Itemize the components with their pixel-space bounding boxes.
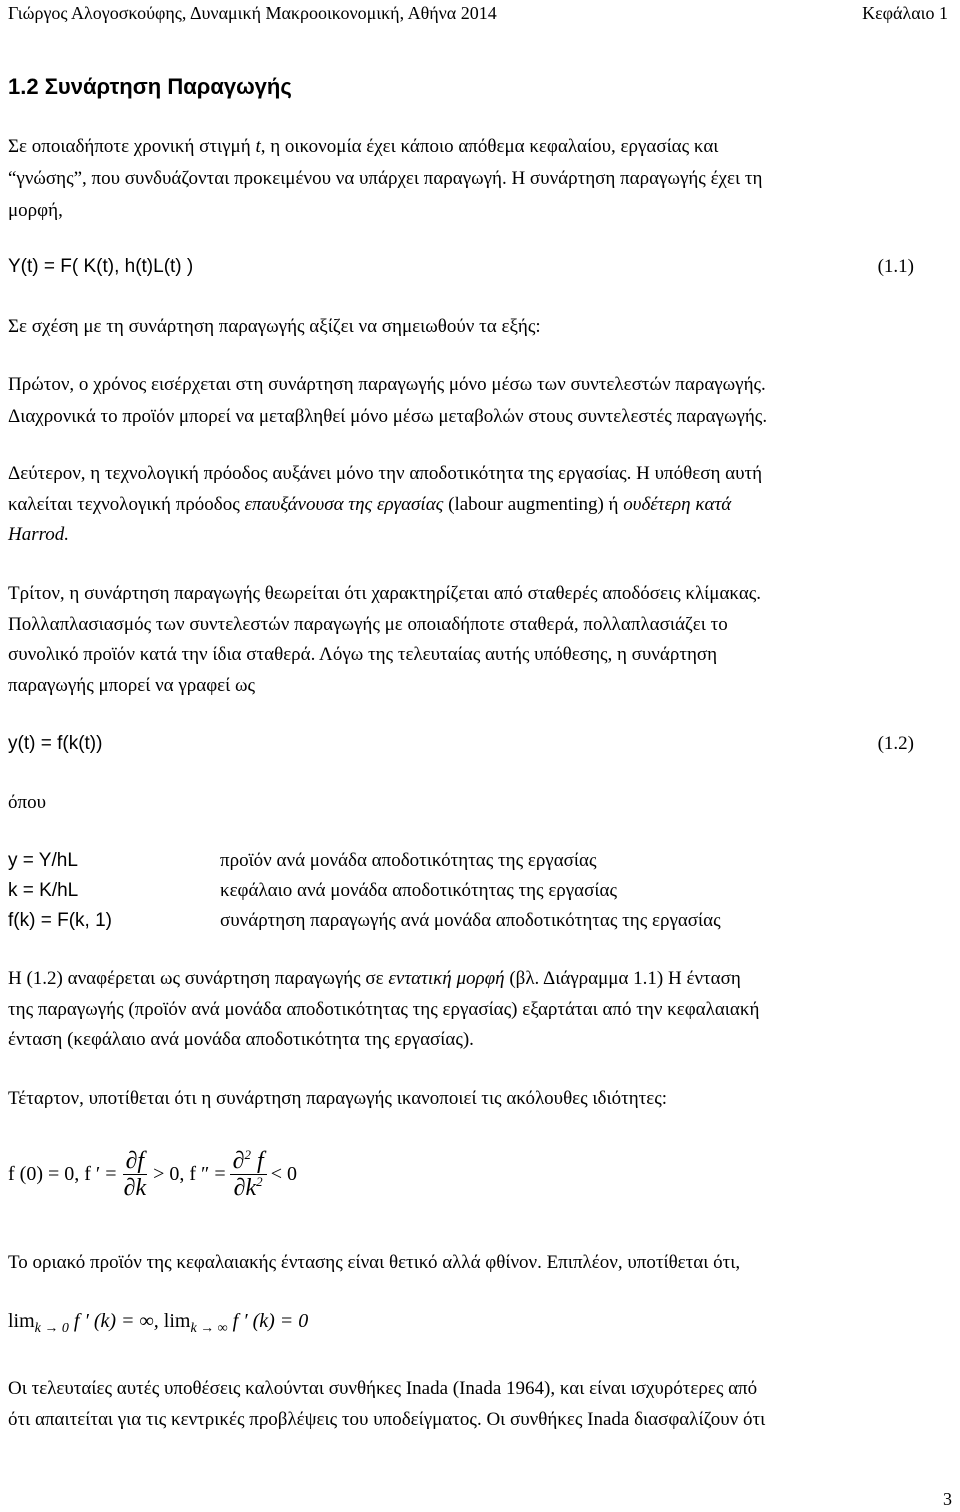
definition-symbol-y: y = Y/hL	[8, 850, 78, 871]
second-point-line-1: Δεύτερον, η τεχνολογική πρόοδος αυξάνει μόνο την αποδοτικότητα της εργασίας. Η υπόθεση αυτή	[8, 463, 763, 484]
equation-1-1: Y(t) = F( K(t), h(t)L(t) )	[8, 256, 194, 277]
equation-1-2-number: (1.2)	[877, 733, 914, 754]
where-label: όπου	[8, 792, 46, 813]
header-chapter: Κεφάλαιο 1	[862, 3, 948, 23]
definition-symbol-fk: f(k) = F(k, 1)	[8, 910, 112, 931]
intensive-line-3: ένταση (κεφάλαιο ανά μονάδα αποδοτικότητα της εργασίας).	[8, 1029, 474, 1050]
fourth-point: Τέταρτον, υποτίθεται ότι η συνάρτηση παραγωγής ικανοποιεί τις ακόλουθες ιδιότητες:	[8, 1088, 668, 1109]
inada-line-1: Οι τελευταίες αυτές υποθέσεις καλούνται συνθήκες Inada (Inada 1964), και είναι ισχυρότερες από	[8, 1378, 758, 1399]
header-author-title: Γιώργος Αλογοσκούφης, Δυναμική Μακροοικονομική, Αθήνα 2014	[8, 3, 497, 23]
second-point-line-2: καλείται τεχνολογική πρόοδος επαυξάνουσα της εργασίας (labour augmenting) ή ουδέτερη κατά	[8, 494, 732, 515]
third-point-line-1: Τρίτον, η συνάρτηση παραγωγής θεωρείται ότι χαρακτηρίζεται από σταθερές αποδόσεις κλίμακας.	[8, 583, 762, 604]
section-title: 1.2 Συνάρτηση Παραγωγής	[8, 74, 292, 99]
running-header	[8, 2, 497, 24]
page-number: 3	[943, 1489, 952, 1509]
definition-meaning-k: κεφάλαιο ανά μονάδα αποδοτικότητας της εργασίας	[220, 880, 617, 901]
first-point-line-1: Πρώτον, ο χρόνος εισέρχεται στη συνάρτηση παραγωγής μόνο μέσω των συντελεστών παραγωγής.	[8, 374, 766, 395]
intensive-line-2: της παραγωγής (προϊόν ανά μονάδα αποδοτικότητας της εργασίας) εξαρτάται από την κεφαλαιακή	[8, 999, 760, 1020]
intro-line-2: “γνώσης”, που συνδυάζονται προκειμένου να υπάρχει παραγωγή. Η συνάρτηση παραγωγής έχει τη	[8, 168, 763, 189]
derivative-conditions-equation	[8, 1142, 297, 1206]
second-derivative-fraction: $\frac{\partial^2 f}{\partial k^2}$	[230, 1148, 267, 1201]
first-derivative-fraction: $\frac{\partial f}{\partial k}$	[123, 1147, 147, 1201]
third-point-line-2: Πολλαπλασιασμός των συντελεστών παραγωγής με οποιαδήποτε σταθερά, πολλαπλασιάζει το	[8, 614, 728, 635]
eq3-part-2: > 0, f ″ =	[153, 1163, 226, 1185]
notes-intro: Σε σχέση με τη συνάρτηση παραγωγής αξίζει να σημειωθούν τα εξής:	[8, 316, 541, 337]
equation-1-2: y(t) = f(k(t))	[8, 733, 103, 754]
intro-line-3: μορφή,	[8, 200, 63, 221]
definition-meaning-fk: συνάρτηση παραγωγής ανά μονάδα αποδοτικότητας της εργασίας	[220, 910, 721, 931]
inada-line-2: ότι απαιτείται για τις κεντρικές προβλέψεις του υποδείγματος. Οι συνθήκες Inada διασφαλίζουν ότι	[8, 1409, 766, 1430]
eq3-part-1: f (0) = 0, f ′ =	[8, 1163, 117, 1185]
definition-symbol-k: k = K/hL	[8, 880, 79, 901]
inada-limits-equation: $\lim_{k \to 0} f$ ′ (k) = ∞, $\lim_{k \to \infty} f$ ′ (k) = 0	[8, 1310, 309, 1336]
equation-1-1-number: (1.1)	[877, 256, 914, 277]
marginal-product-text: Το οριακό προϊόν της κεφαλαιακής έντασης είναι θετικό αλλά φθίνον. Επιπλέον, υποτίθεται ότι,	[8, 1252, 741, 1273]
intro-line-1: Σε οποιαδήποτε χρονική στιγμή t, η οικονομία έχει κάποιο απόθεμα κεφαλαίου, εργασίας και	[8, 136, 719, 157]
intensive-line-1: Η (1.2) αναφέρεται ως συνάρτηση παραγωγής σε εντατική μορφή (βλ. Διάγραμμα 1.1) Η ένταση	[8, 968, 741, 989]
definition-meaning-y: προϊόν ανά μονάδα αποδοτικότητας της εργασίας	[220, 850, 597, 871]
third-point-line-3: συνολικό προϊόν κατά την ίδια σταθερά. Λόγω της τελευταίας αυτής υπόθεσης, η συνάρτηση	[8, 644, 718, 665]
eq3-part-3: < 0	[270, 1163, 297, 1185]
first-point-line-2: Διαχρονικά το προϊόν μπορεί να μεταβληθεί μόνο μέσω μεταβολών στους συντελεστές παραγωγής.	[8, 406, 768, 427]
third-point-line-4: παραγωγής μπορεί να γραφεί ως	[8, 675, 256, 696]
second-point-line-3: Harrod.	[8, 524, 70, 545]
